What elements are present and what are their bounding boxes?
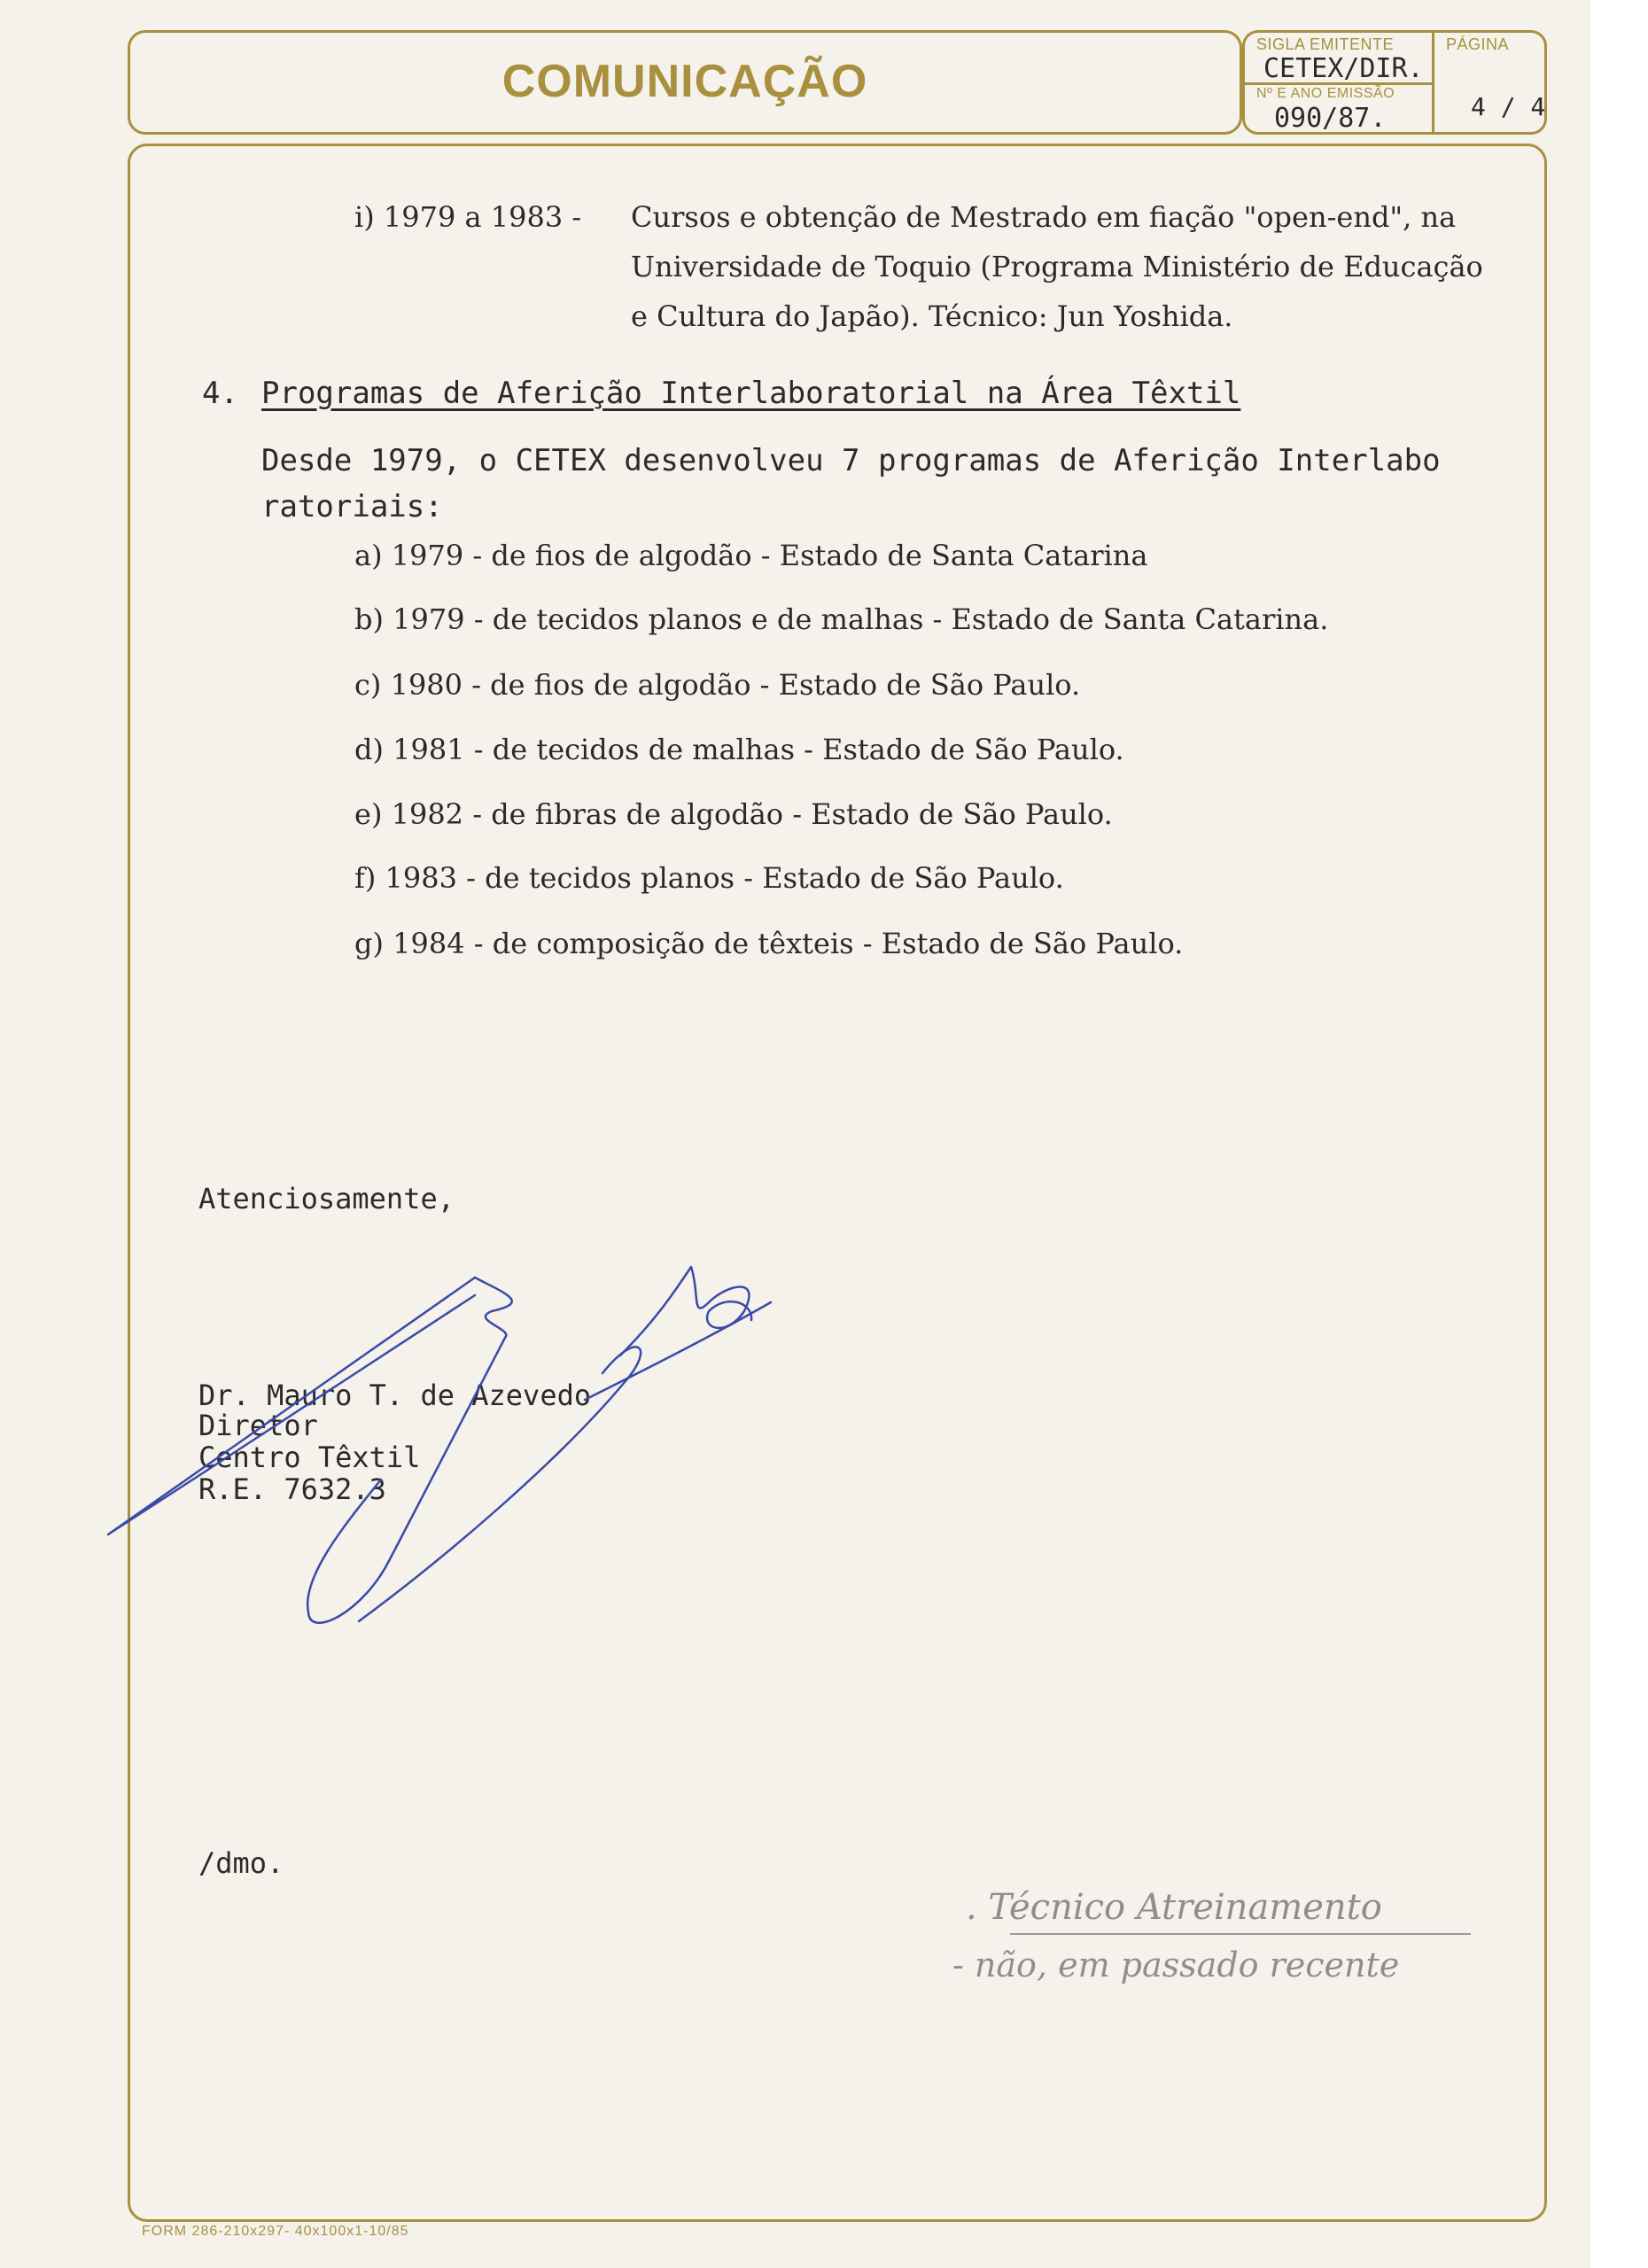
list-item: e) 1982 - de fibras de algodão - Estado de São Paulo.	[354, 797, 1113, 831]
pencil-note: - não, em passado recente	[952, 1946, 1400, 1984]
list-item: g) 1984 - de composição de têxteis - Estado de São Paulo.	[354, 927, 1184, 960]
item-i-line: Universidade de Toquio (Programa Ministério de Educação	[631, 250, 1483, 284]
list-item: c) 1980 - de fios de algodão - Estado de São Paulo.	[354, 668, 1081, 702]
section-intro: Desde 1979, o CETEX desenvolveu 7 programas de Aferição Interlabo	[261, 443, 1441, 478]
form-code: FORM 286-210x297- 40x100x1-10/85	[142, 2224, 409, 2239]
section-intro: ratoriais:	[261, 489, 443, 524]
list-item: f) 1983 - de tecidos planos - Estado de São Paulo.	[354, 861, 1064, 895]
item-i-line: Cursos e obtenção de Mestrado em fiação "open-end", na	[631, 200, 1457, 234]
pencil-note: . Técnico Atreinamento	[966, 1887, 1382, 1928]
item-i-line: e Cultura do Japão). Técnico: Jun Yoshida.	[631, 299, 1233, 333]
list-item: d) 1981 - de tecidos de malhas - Estado de São Paulo.	[354, 733, 1124, 766]
pagina-label: PÁGINA	[1446, 35, 1510, 53]
metadata-divider	[1432, 30, 1434, 135]
section-number: 4.	[202, 376, 238, 411]
signatory-name: Dr. Mauro T. de Azevedo	[198, 1379, 592, 1412]
section-title: Programas de Aferição Interlaboratorial na Área Têxtil	[261, 376, 1241, 411]
closing-salutation: Atenciosamente,	[198, 1182, 455, 1216]
list-item: a) 1979 - de fios de algodão - Estado de Santa Catarina	[354, 539, 1148, 572]
numero-value: 090/87.	[1274, 103, 1387, 134]
scan-edge	[1590, 0, 1648, 2268]
signatory-registration: R.E. 7632.3	[198, 1472, 386, 1506]
numero-label: Nº E ANO EMISSÃO	[1256, 86, 1395, 101]
handwritten-signature	[89, 1240, 797, 1648]
document-title: COMUNICAÇÃO	[501, 56, 868, 107]
sigla-label: SIGLA EMITENTE	[1256, 35, 1395, 53]
pagina-value: 4 / 4	[1471, 92, 1546, 121]
typist-initials: /dmo.	[198, 1846, 284, 1880]
sigla-value: CETEX/DIR.	[1263, 53, 1424, 84]
signatory-role: Diretor	[198, 1409, 318, 1442]
list-item: b) 1979 - de tecidos planos e de malhas - Estado de Santa Catarina.	[354, 602, 1329, 636]
item-i-prefix: i) 1979 a 1983 -	[354, 200, 582, 234]
pencil-underline	[1010, 1933, 1471, 1935]
signatory-org: Centro Têxtil	[198, 1441, 421, 1474]
